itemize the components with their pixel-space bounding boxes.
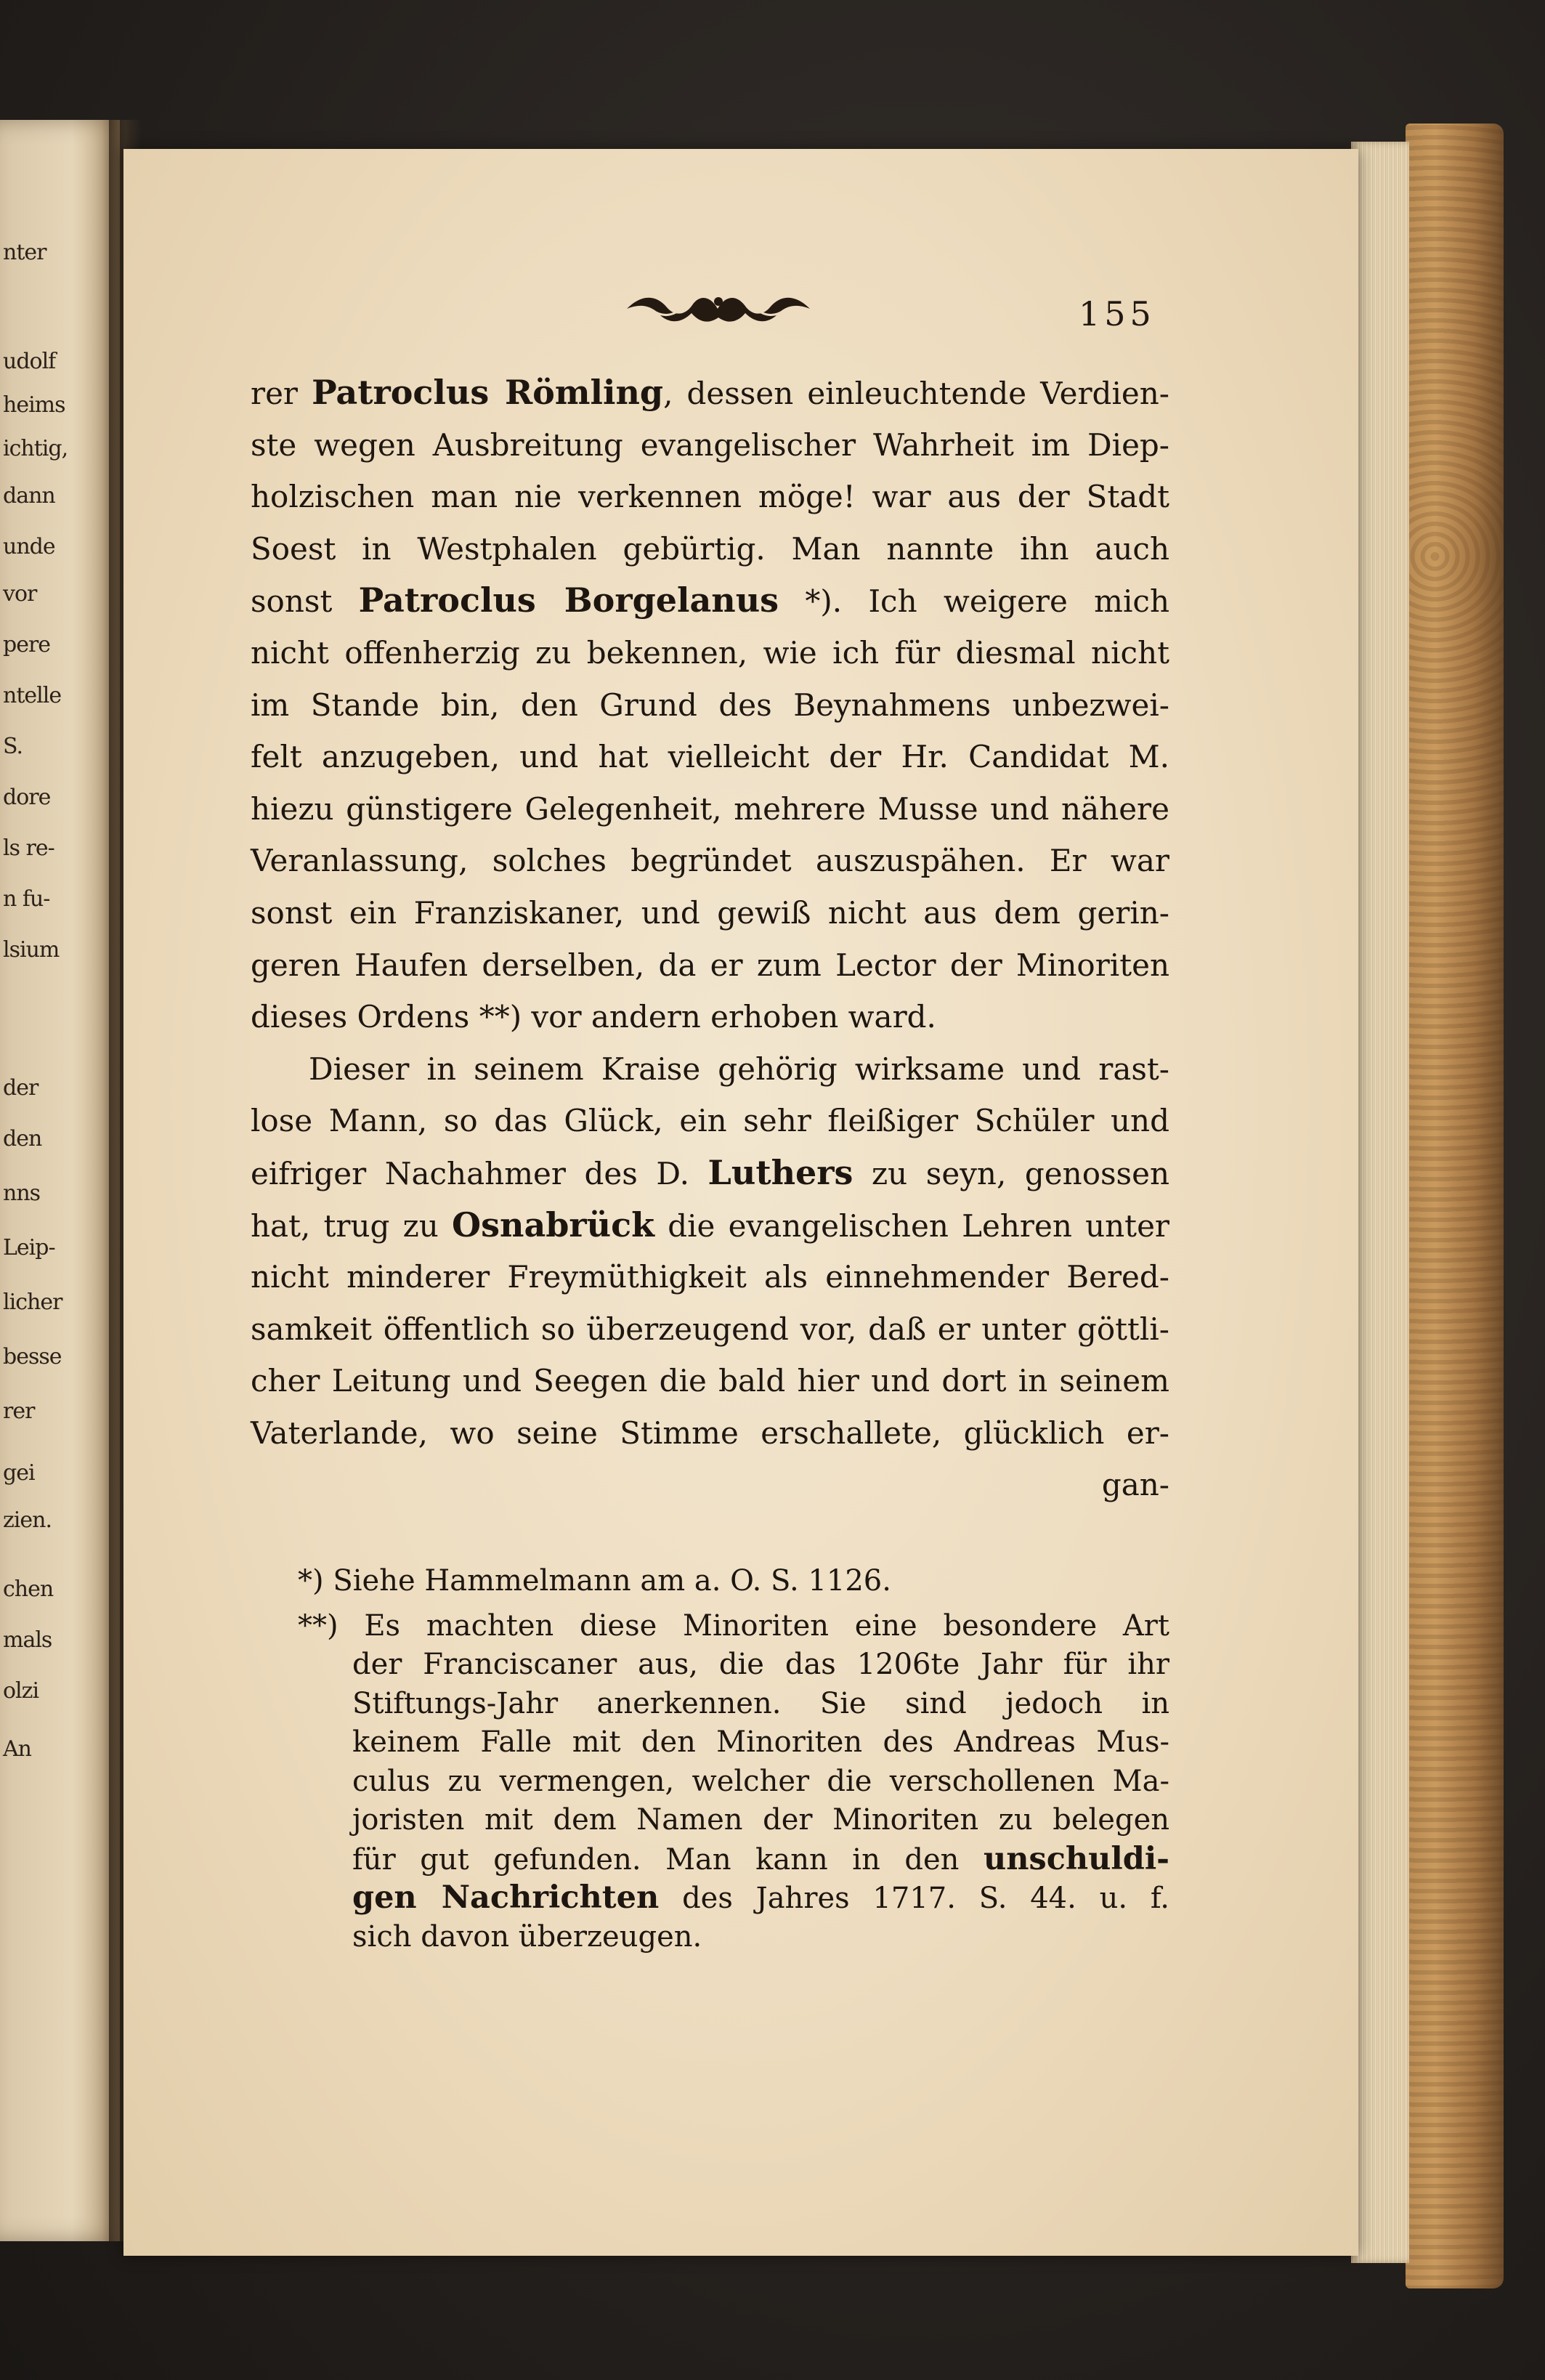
text-run: sonst ein Franziskaner, und gewiß nicht aus dem gerin- (251, 894, 1169, 931)
page-block-edges (1351, 142, 1409, 2263)
emphasized-name: Patroclus Römling (312, 373, 664, 412)
text-line (251, 991, 1169, 1043)
left-page-fragment: nns (3, 1181, 41, 1206)
text-run: ste wegen Ausbreitung evangelischer Wahrheit im Diep- (251, 426, 1169, 463)
text-run: Vaterlande, wo seine Stimme erschallete, glücklich er- (251, 1414, 1169, 1451)
text-run: Stiftungs-Jahr anerkennen. Sie sind jedoch in (352, 1686, 1169, 1720)
text-run: für gut gefunden. Man kann in den (352, 1842, 984, 1877)
text-run: sonst (251, 583, 359, 620)
text-run: hiezu günstigere Gelegenheit, mehrere Musse und nähere (251, 790, 1169, 827)
catchword: gan- (1101, 1467, 1169, 1503)
footnotes (251, 1562, 1169, 1956)
left-page-fragment: udolf (3, 349, 56, 374)
left-page-fragment: mals (3, 1627, 52, 1653)
text-run: *) Siehe Hammelmann am a. O. S. 1126. (298, 1564, 891, 1598)
text-run: rer (251, 376, 312, 411)
footnote-line (251, 1918, 1169, 1957)
footnote-line (251, 1646, 1169, 1685)
text-line (251, 731, 1169, 783)
text-run: geren Haufen derselben, da er zum Lector der Minoriten (251, 947, 1169, 983)
text-run: sich davon überzeugen. (352, 1919, 702, 1954)
main-text (251, 367, 1169, 1511)
text-line (251, 575, 1169, 627)
text-run: Veranlassung, solches begründet auszuspähen. Er war (251, 843, 1169, 879)
text-line (251, 1043, 1169, 1096)
page-number: 155 (1079, 294, 1156, 333)
ornament-icon (623, 287, 814, 331)
text-line (251, 679, 1169, 732)
text-run: eifriger Nachahmer des D. (251, 1155, 708, 1191)
text-line (251, 627, 1169, 679)
footnote-line (251, 1762, 1169, 1802)
left-page-fragment: pere (3, 632, 51, 657)
text-line (251, 1251, 1169, 1303)
emphasized-name: Osnabrück (452, 1205, 654, 1244)
text-run: felt anzugeben, und hat vielleicht der Hr. Candidat M. (251, 739, 1169, 775)
emphasized-name: Patroclus Borgelanus (358, 580, 779, 620)
emphasized-title: gen Nachrichten (352, 1879, 660, 1916)
text-line (251, 1355, 1169, 1407)
text-run: dieses Ordens **) vor andern erhoben ward. (251, 999, 936, 1035)
left-page-fragment: nter (3, 240, 46, 265)
text-line (251, 1095, 1169, 1147)
text-run: des Jahres 1717. S. 44. u. f. (659, 1882, 1169, 1915)
text-line (251, 783, 1169, 835)
left-page-fragment: besse (3, 1344, 62, 1369)
footnote-line (251, 1685, 1169, 1724)
footnote-line (251, 1801, 1169, 1840)
text-run: zu seyn, genossen (853, 1155, 1169, 1191)
book-cover-edge (1406, 124, 1504, 2288)
text-run: die evangelischen Lehren unter (654, 1207, 1169, 1244)
text-run: nicht minderer Freymüthigkeit als einnehmender Bered- (251, 1259, 1169, 1295)
left-page-fragment: dann (3, 483, 55, 509)
text-line (251, 1147, 1169, 1199)
left-page-fragment: olzi (3, 1678, 39, 1704)
text-run: der Franciscaner aus, die das 1206te Jahr für ihr (352, 1648, 1169, 1681)
text-run: cher Leitung und Seegen die bald hier und dort in seinem (251, 1363, 1169, 1399)
text-run: Dieser in seinem Kraise gehörig wirksame und rast- (309, 1051, 1169, 1087)
text-run: joristen mit dem Namen der Minoriten zu belegen (352, 1803, 1169, 1837)
left-page-fragment: licher (3, 1290, 62, 1315)
left-page-fragment: der (3, 1075, 38, 1101)
text-line (251, 1199, 1169, 1252)
left-page-fragment: unde (3, 534, 55, 559)
text-run: Soest in Westphalen gebürtig. Man nannte ihn auch (251, 530, 1169, 567)
left-page-fragment: ls re- (3, 835, 54, 861)
footnote-line (251, 1607, 1169, 1646)
text-run: samkeit öffentlich so überzeugend vor, daß er unter göttli- (251, 1311, 1169, 1347)
text-line (251, 523, 1169, 575)
left-page-fragment: ntelle (3, 683, 62, 708)
text-run: *). Ich weigere mich (779, 583, 1169, 620)
text-run: culus zu vermengen, welcher die verschollenen Ma- (352, 1764, 1169, 1798)
emphasized-title: unschuldi- (983, 1840, 1169, 1877)
left-page-fragment: den (3, 1126, 42, 1151)
text-line (251, 419, 1169, 471)
footnote-line (251, 1879, 1169, 1918)
text-line (251, 1303, 1169, 1356)
text-line (251, 367, 1169, 419)
previous-page-edge (0, 120, 120, 2241)
left-page-fragment: heims (3, 392, 65, 418)
text-run: , dessen einleuchtende Verdien- (663, 376, 1169, 411)
left-page-fragment: dore (3, 785, 51, 810)
left-page-fragment: chen (3, 1576, 54, 1602)
text-line (251, 1407, 1169, 1460)
emphasized-name: Luthers (707, 1152, 853, 1192)
left-page-fragment: n fu- (3, 886, 50, 912)
left-page-fragment: lsium (3, 937, 60, 963)
left-page-fragment: ichtig, (3, 436, 68, 461)
text-run: im Stande bin, den Grund des Beynahmens unbezwei- (251, 687, 1169, 723)
text-run: hat, trug zu (251, 1207, 453, 1244)
text-run: holzischen man nie verkennen möge! war aus der Stadt (251, 479, 1169, 515)
text-line (251, 471, 1169, 523)
text-line (251, 887, 1169, 939)
left-page-fragment: rer (3, 1399, 35, 1424)
left-page-fragment: Leip- (3, 1235, 55, 1260)
text-run: **) Es machten diese Minoriten eine besondere Art (298, 1608, 1169, 1643)
text-run: lose Mann, so das Glück, ein sehr fleißiger Schüler und (251, 1103, 1169, 1139)
text-line (251, 939, 1169, 992)
text-run: keinem Falle mit den Minoriten des Andreas Mus- (352, 1725, 1169, 1759)
left-page-fragment: S. (3, 734, 23, 759)
left-page-fragment: vor (3, 581, 37, 607)
footnote-line (251, 1562, 1169, 1601)
footnote-line (251, 1840, 1169, 1879)
left-page-fragment: An (3, 1736, 31, 1762)
left-page-fragment: gei (3, 1460, 35, 1486)
left-page-fragment: zien. (3, 1507, 52, 1533)
text-run: nicht offenherzig zu bekennen, wie ich für diesmal nicht (251, 634, 1169, 671)
footnote-line (251, 1723, 1169, 1762)
text-line (251, 835, 1169, 887)
